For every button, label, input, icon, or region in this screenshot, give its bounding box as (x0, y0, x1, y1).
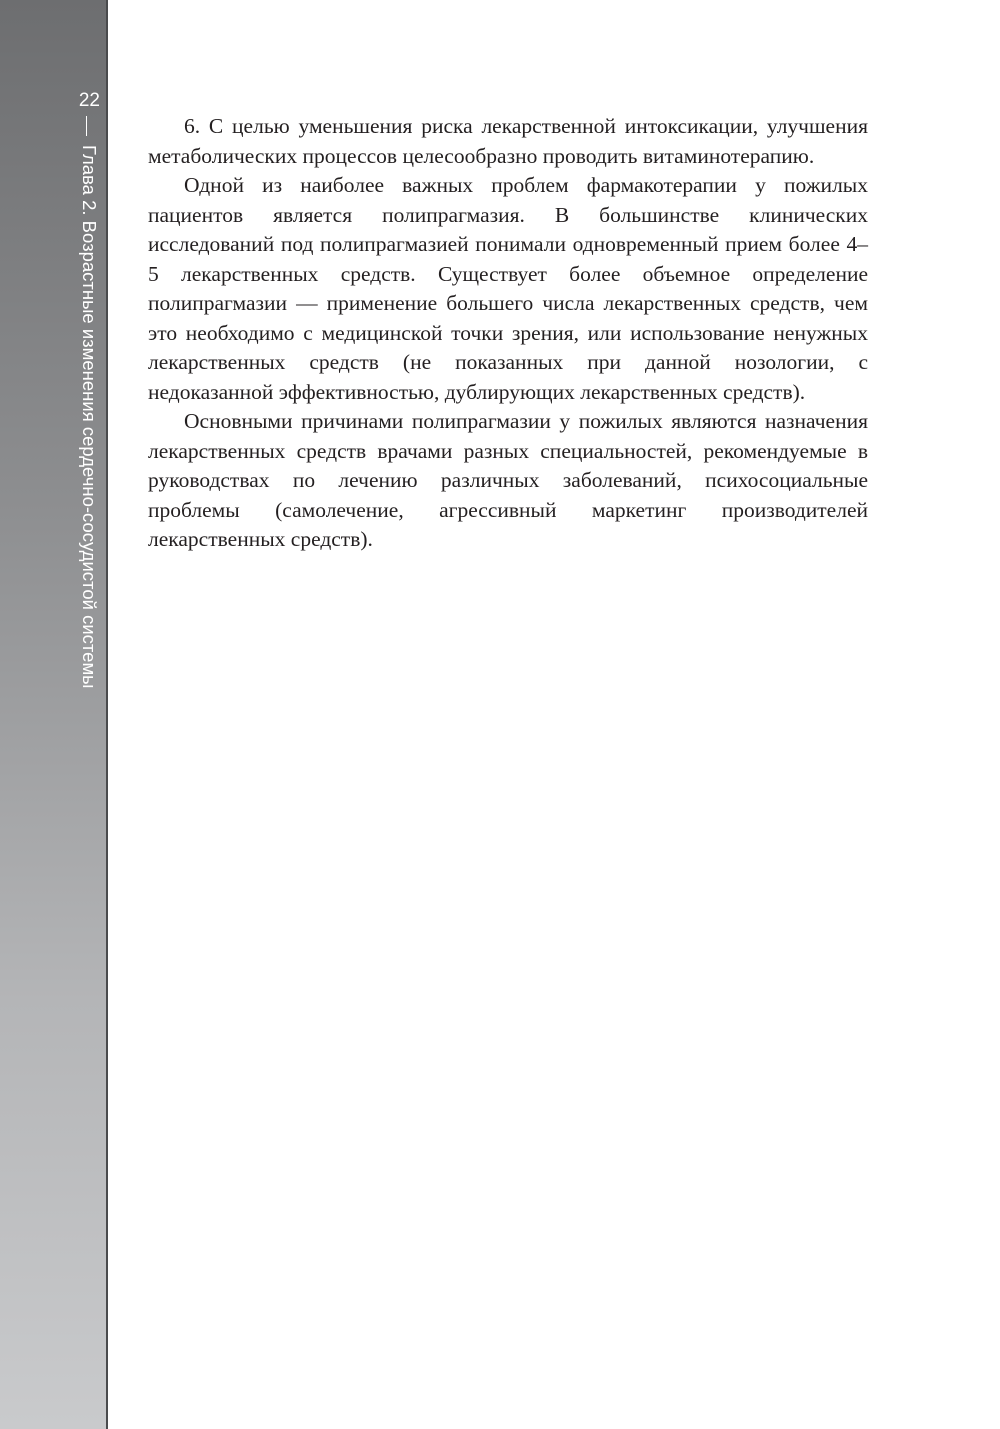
paragraph: Одной из наиболее важных проблем фармакотерапии у пожилых пациентов является полипрагмазия. В большинстве клинических исследований под полипрагмазией понимали одновременный прием более 4–5 лекарственных средств. Существует более объемное определение полипрагмазии — применение большего числа лекарственных средств, чем это необходимо с медицинской точки зрения, или использование ненужных лекарственных средств (не показанных при данной нозологии, с недоказанной эффективностью, дублирующих лекарственных средств). (148, 173, 868, 404)
running-head: Глава 2. Возрастные изменения сердечно-сосудистой системы (79, 145, 100, 689)
paragraph: 6. С целью уменьшения риска лекарственной интоксикации, улучшения метаболических процессов целесообразно проводить витаминотерапию. (148, 114, 868, 168)
paragraph: Основными причинами полипрагмазии у пожилых являются назначения лекарственных средств врачами разных специальностей, рекомендуемые в руководствах по лечению различных заболеваний, психосоциальные проблемы (самолечение, агрессивный маркетинг производителей лекарственных средств). (148, 409, 868, 551)
side-band-rule (106, 0, 108, 1429)
page-number: 22 (78, 90, 100, 111)
body-text (148, 112, 868, 555)
page-number-divider (86, 116, 87, 136)
